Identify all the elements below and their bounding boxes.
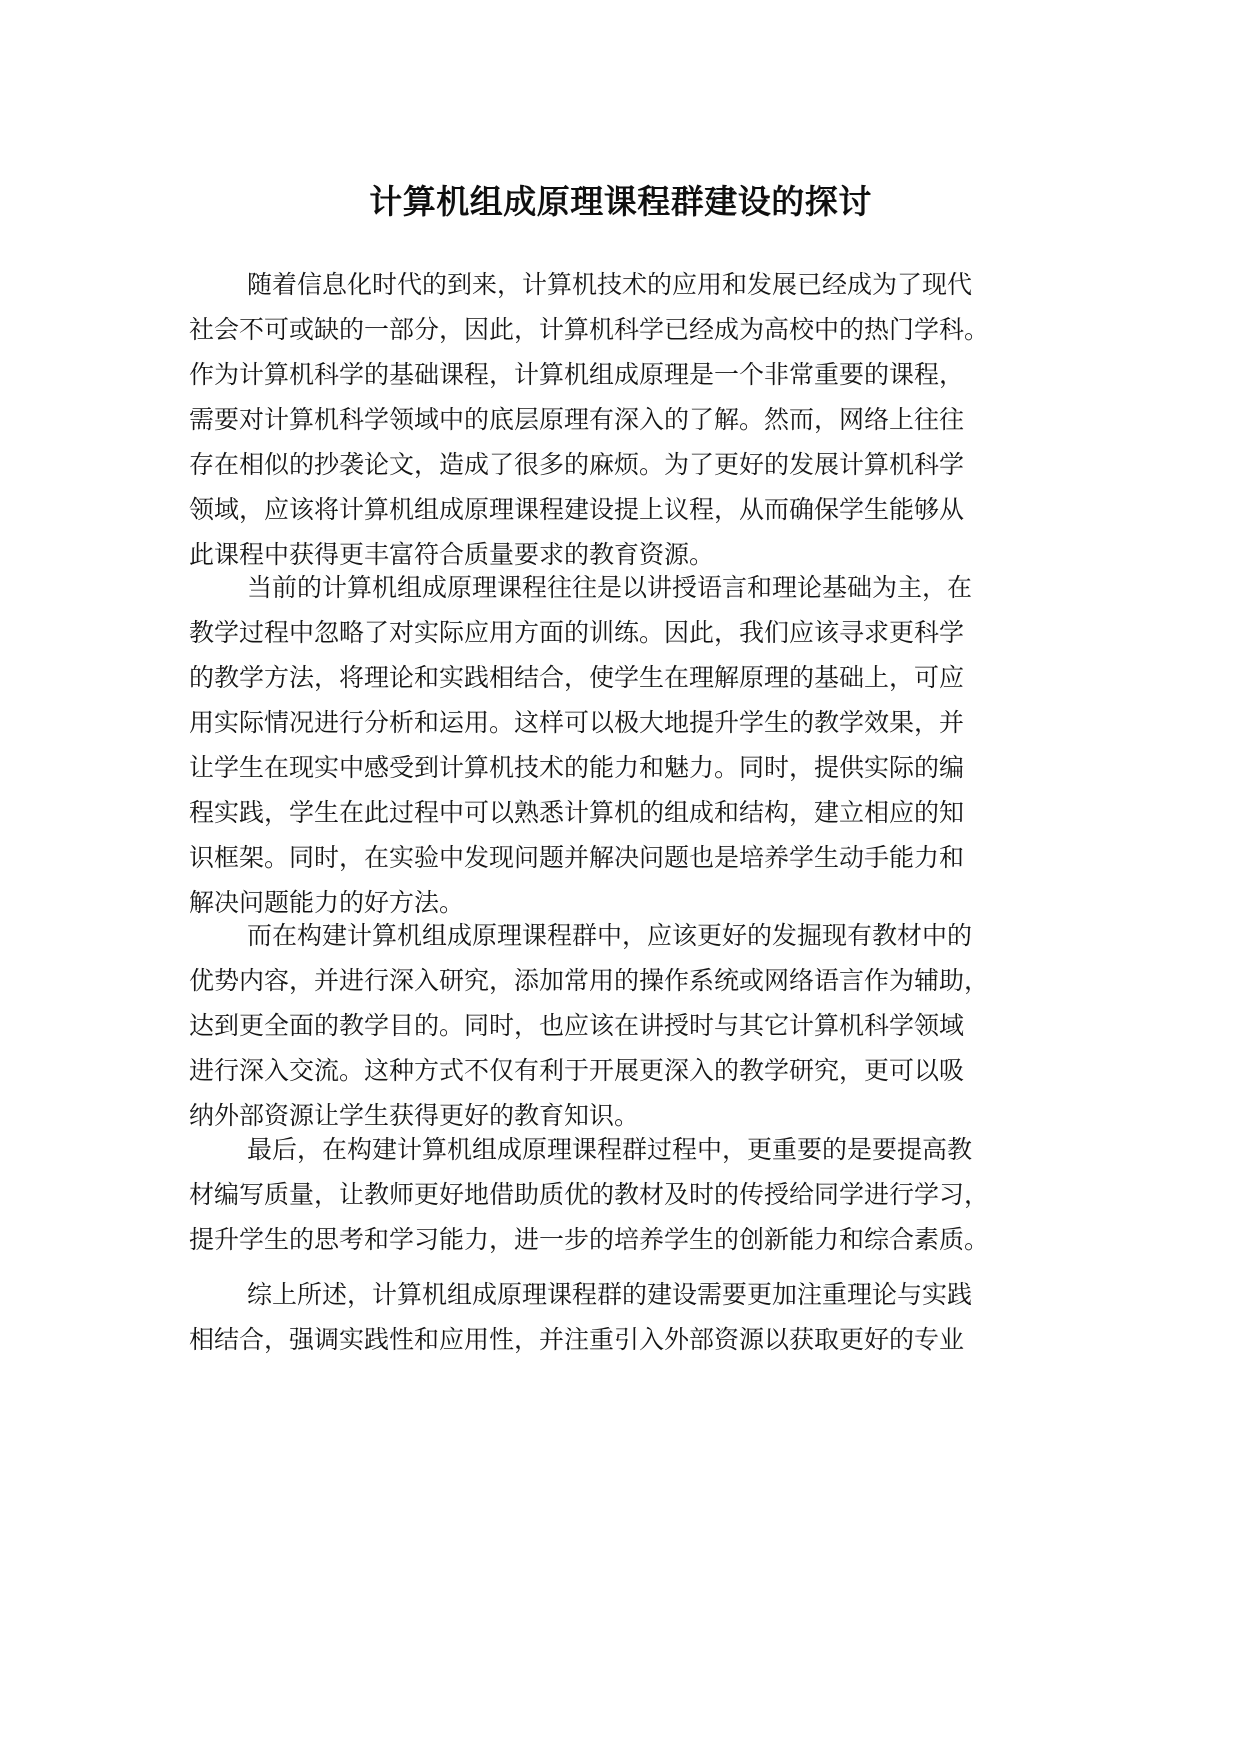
- paragraph-line: 当前的计算机组成原理课程往往是以讲授语言和理论基础为主，在: [247, 573, 973, 602]
- paragraph-3: [189, 913, 1089, 1138]
- paragraph-line: 提升学生的思考和学习能力，进一步的培养学生的创新能力和综合素质。: [189, 1225, 990, 1254]
- paragraph-line: 综上所述，计算机组成原理课程群的建设需要更加注重理论与实践: [247, 1280, 973, 1309]
- paragraph-line: 材编写质量，让教师更好地借助质优的教材及时的传授给同学进行学习，: [189, 1180, 990, 1209]
- paragraph-1: [189, 262, 1089, 577]
- paragraph-line: 作为计算机科学的基础课程，计算机组成原理是一个非常重要的课程，: [189, 360, 965, 389]
- paragraph-line: 程实践，学生在此过程中可以熟悉计算机的组成和结构，建立相应的知: [189, 798, 965, 827]
- paragraph-line: 随着信息化时代的到来，计算机技术的应用和发展已经成为了现代: [247, 270, 973, 299]
- paragraph-line: 而在构建计算机组成原理课程群中，应该更好的发掘现有教材中的: [247, 921, 973, 950]
- paragraph-line: 识框架。同时，在实验中发现问题并解决问题也是培养学生动手能力和: [189, 843, 965, 872]
- paragraph-line: 最后，在构建计算机组成原理课程群过程中，更重要的是要提高教: [247, 1135, 973, 1164]
- paragraph-line: 的教学方法，将理论和实践相结合，使学生在理解原理的基础上，可应: [189, 663, 965, 692]
- paragraph-line: 领域，应该将计算机组成原理课程建设提上议程，从而确保学生能够从: [189, 495, 965, 524]
- paragraph-line: 存在相似的抄袭论文，造成了很多的麻烦。为了更好的发展计算机科学: [189, 450, 965, 479]
- paragraph-5: [189, 1272, 1089, 1362]
- paragraph-line: 相结合，强调实践性和应用性，并注重引入外部资源以获取更好的专业: [189, 1325, 965, 1354]
- paragraph-line: 优势内容，并进行深入研究，添加常用的操作系统或网络语言作为辅助，: [189, 966, 990, 995]
- paragraph-line: 达到更全面的教学目的。同时，也应该在讲授时与其它计算机科学领域: [189, 1011, 965, 1040]
- paragraph-line: 教学过程中忽略了对实际应用方面的训练。因此，我们应该寻求更科学: [189, 618, 965, 647]
- paragraph-line: 此课程中获得更丰富符合质量要求的教育资源。: [189, 540, 715, 569]
- paragraph-line: 让学生在现实中感受到计算机技术的能力和魅力。同时，提供实际的编: [189, 753, 965, 782]
- document-title: 计算机组成原理课程群建设的探讨: [369, 182, 872, 221]
- paragraph-line: 解决问题能力的好方法。: [189, 888, 465, 917]
- paragraph-line: 纳外部资源让学生获得更好的教育知识。: [189, 1101, 640, 1130]
- paragraph-4: [189, 1127, 1089, 1262]
- paragraph-line: 用实际情况进行分析和运用。这样可以极大地提升学生的教学效果，并: [189, 708, 965, 737]
- paragraph-2: [189, 565, 1089, 925]
- paragraph-line: 社会不可或缺的一部分，因此，计算机科学已经成为高校中的热门学科。: [189, 315, 990, 344]
- paragraph-line: 进行深入交流。这种方式不仅有利于开展更深入的教学研究，更可以吸: [189, 1056, 965, 1085]
- paragraph-line: 需要对计算机科学领域中的底层原理有深入的了解。然而，网络上往往: [189, 405, 965, 434]
